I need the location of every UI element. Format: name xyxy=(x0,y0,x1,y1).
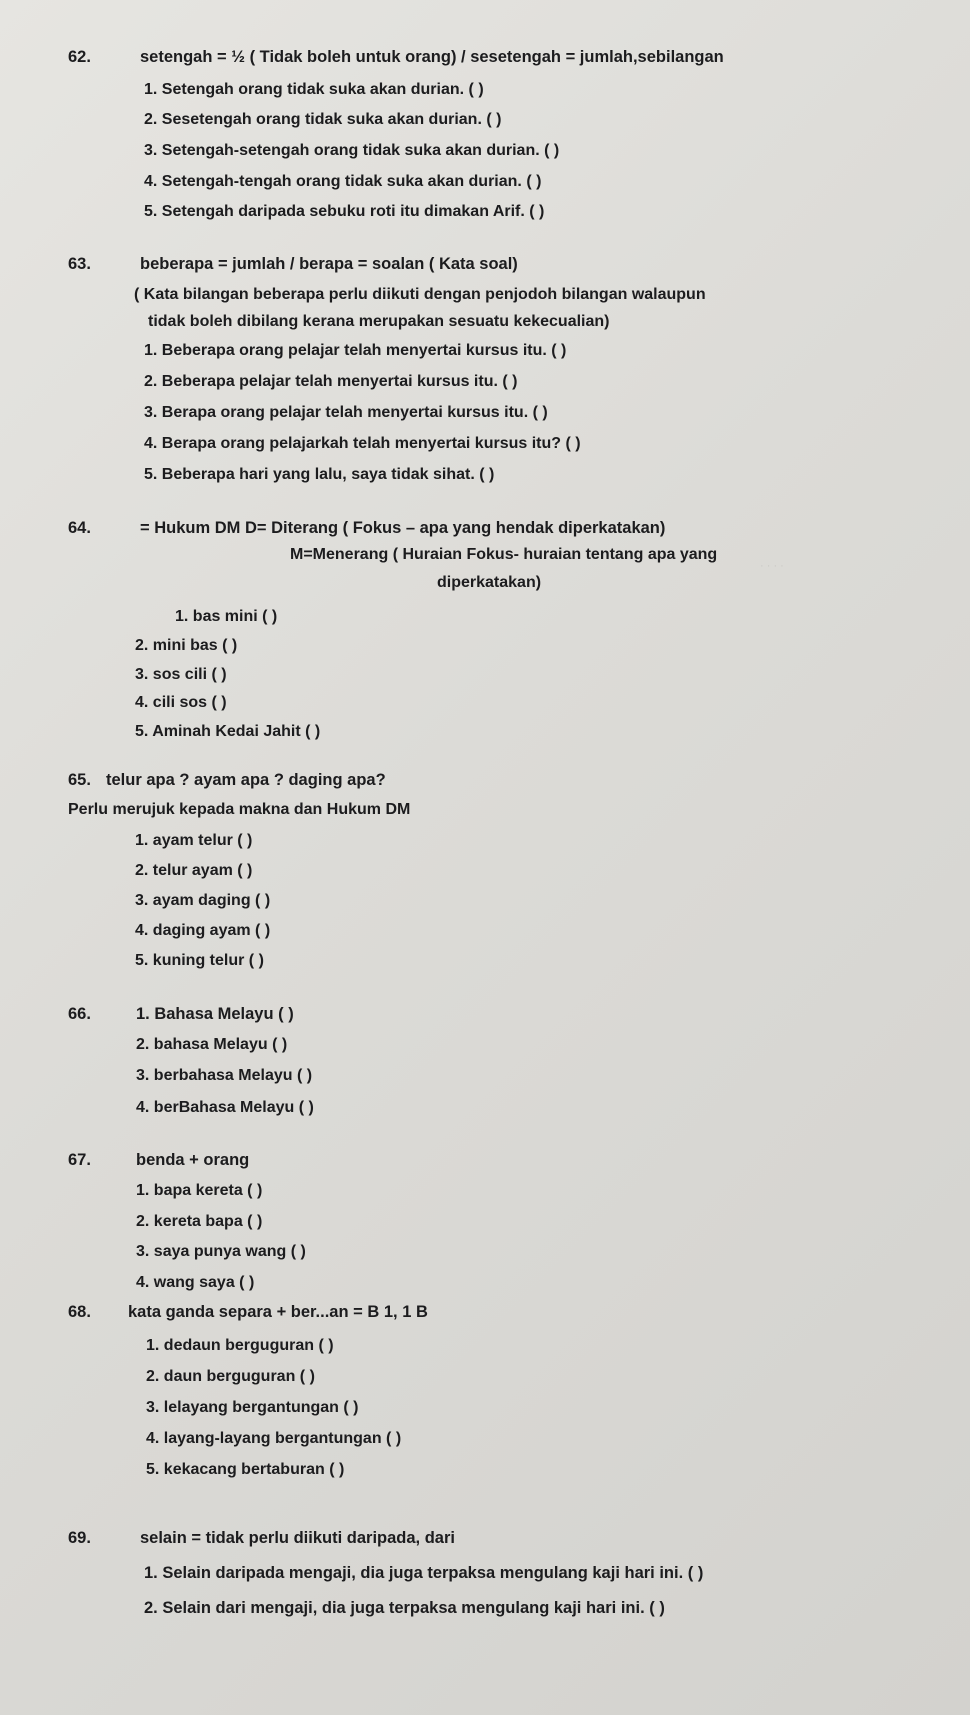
q68-heading-line xyxy=(68,1302,428,1322)
q63-note-2: tidak boleh dibilang kerana merupakan sesuatu kekecualian) xyxy=(148,313,610,330)
q68-heading: kata ganda separa + ber...an = B 1, 1 B xyxy=(128,1303,428,1321)
q66-number-line xyxy=(68,1004,294,1024)
q68-item-2: 2. daun berguguran ( ) xyxy=(146,1368,315,1385)
q63-item-4: 4. Berapa orang pelajarkah telah menyertai kursus itu? ( ) xyxy=(144,435,581,452)
q68-item-1: 1. dedaun berguguran ( ) xyxy=(146,1337,334,1354)
q64-heading: = Hukum DM D= Diterang ( Fokus – apa yang hendak diperkatakan) xyxy=(140,519,666,537)
q66-number: 66. xyxy=(68,1005,91,1023)
q63-item-1: 1. Beberapa orang pelajar telah menyertai kursus itu. ( ) xyxy=(144,342,567,359)
q62-item-4: 4. Setengah-tengah orang tidak suka akan durian. ( ) xyxy=(144,173,542,190)
q62-item-2: 2. Sesetengah orang tidak suka akan durian. ( ) xyxy=(144,111,502,128)
q67-heading: benda + orang xyxy=(136,1151,250,1169)
q65-number: 65. xyxy=(68,771,91,789)
q68-item-4: 4. layang-layang bergantungan ( ) xyxy=(146,1430,402,1447)
q66-item-3: 3. berbahasa Melayu ( ) xyxy=(136,1067,313,1084)
q62-heading-line xyxy=(68,47,724,67)
q62-number: 62. xyxy=(68,48,91,66)
q64-heading-2: M=Menerang ( Huraian Fokus- huraian tentang apa yang xyxy=(290,546,718,563)
q65-item-2: 2. telur ayam ( ) xyxy=(135,862,253,879)
q62-item-5: 5. Setengah daripada sebuku roti itu dimakan Arif. ( ) xyxy=(144,203,545,220)
q68-number: 68. xyxy=(68,1303,91,1321)
q67-heading-line xyxy=(68,1150,249,1170)
q68-item-3: 3. lelayang bergantungan ( ) xyxy=(146,1399,359,1416)
q63-item-3: 3. Berapa orang pelajar telah menyertai kursus itu. ( ) xyxy=(144,404,548,421)
q63-item-2: 2. Beberapa pelajar telah menyertai kursus itu. ( ) xyxy=(144,373,518,390)
bleed-through-text: · · · · xyxy=(760,560,784,572)
q69-item-2: 2. Selain dari mengaji, dia juga terpaksa mengulang kaji hari ini. ( ) xyxy=(144,1599,665,1617)
q69-item-1: 1. Selain daripada mengaji, dia juga terpaksa mengulang kaji hari ini. ( ) xyxy=(144,1564,704,1582)
q67-item-4: 4. wang saya ( ) xyxy=(136,1274,255,1291)
q65-item-1: 1. ayam telur ( ) xyxy=(135,832,253,849)
q69-heading: selain = tidak perlu diikuti daripada, dari xyxy=(140,1529,455,1547)
q62-item-1: 1. Setengah orang tidak suka akan durian. ( ) xyxy=(144,81,484,98)
q66-item-1: 1. Bahasa Melayu ( ) xyxy=(136,1005,294,1023)
q64-heading-line xyxy=(68,518,665,538)
q65-item-3: 3. ayam daging ( ) xyxy=(135,892,271,909)
q67-item-1: 1. bapa kereta ( ) xyxy=(136,1182,263,1199)
q66-item-4: 4. berBahasa Melayu ( ) xyxy=(136,1099,314,1116)
q63-heading: beberapa = jumlah / berapa = soalan ( Kata soal) xyxy=(140,255,518,273)
q64-item-4: 4. cili sos ( ) xyxy=(135,694,227,711)
q64-item-1: 1. bas mini ( ) xyxy=(175,608,278,625)
q65-heading-line xyxy=(68,770,386,790)
q63-number: 63. xyxy=(68,255,91,273)
q64-number: 64. xyxy=(68,519,91,537)
q64-heading-3: diperkatakan) xyxy=(437,574,542,591)
q63-note-1: ( Kata bilangan beberapa perlu diikuti dengan penjodoh bilangan walaupun xyxy=(134,286,706,303)
q69-number: 69. xyxy=(68,1529,91,1547)
q63-item-5: 5. Beberapa hari yang lalu, saya tidak sihat. ( ) xyxy=(144,466,495,483)
q65-item-4: 4. daging ayam ( ) xyxy=(135,922,271,939)
q65-item-5: 5. kuning telur ( ) xyxy=(135,952,264,969)
q67-number: 67. xyxy=(68,1151,91,1169)
q67-item-2: 2. kereta bapa ( ) xyxy=(136,1213,263,1230)
q67-item-3: 3. saya punya wang ( ) xyxy=(136,1243,306,1260)
q69-heading-line xyxy=(68,1528,455,1548)
q64-item-3: 3. sos cili ( ) xyxy=(135,666,227,683)
q66-item-2: 2. bahasa Melayu ( ) xyxy=(136,1036,288,1053)
q65-note: Perlu merujuk kepada makna dan Hukum DM xyxy=(68,801,411,818)
q64-item-2: 2. mini bas ( ) xyxy=(135,637,238,654)
q64-item-5: 5. Aminah Kedai Jahit ( ) xyxy=(135,723,321,740)
q62-heading: setengah = ½ ( Tidak boleh untuk orang) / sesetengah = jumlah,sebilangan xyxy=(140,48,724,66)
q63-heading-line xyxy=(68,254,518,274)
q68-item-5: 5. kekacang bertaburan ( ) xyxy=(146,1461,345,1478)
q65-heading: telur apa ? ayam apa ? daging apa? xyxy=(106,771,386,789)
q62-item-3: 3. Setengah-setengah orang tidak suka akan durian. ( ) xyxy=(144,142,560,159)
